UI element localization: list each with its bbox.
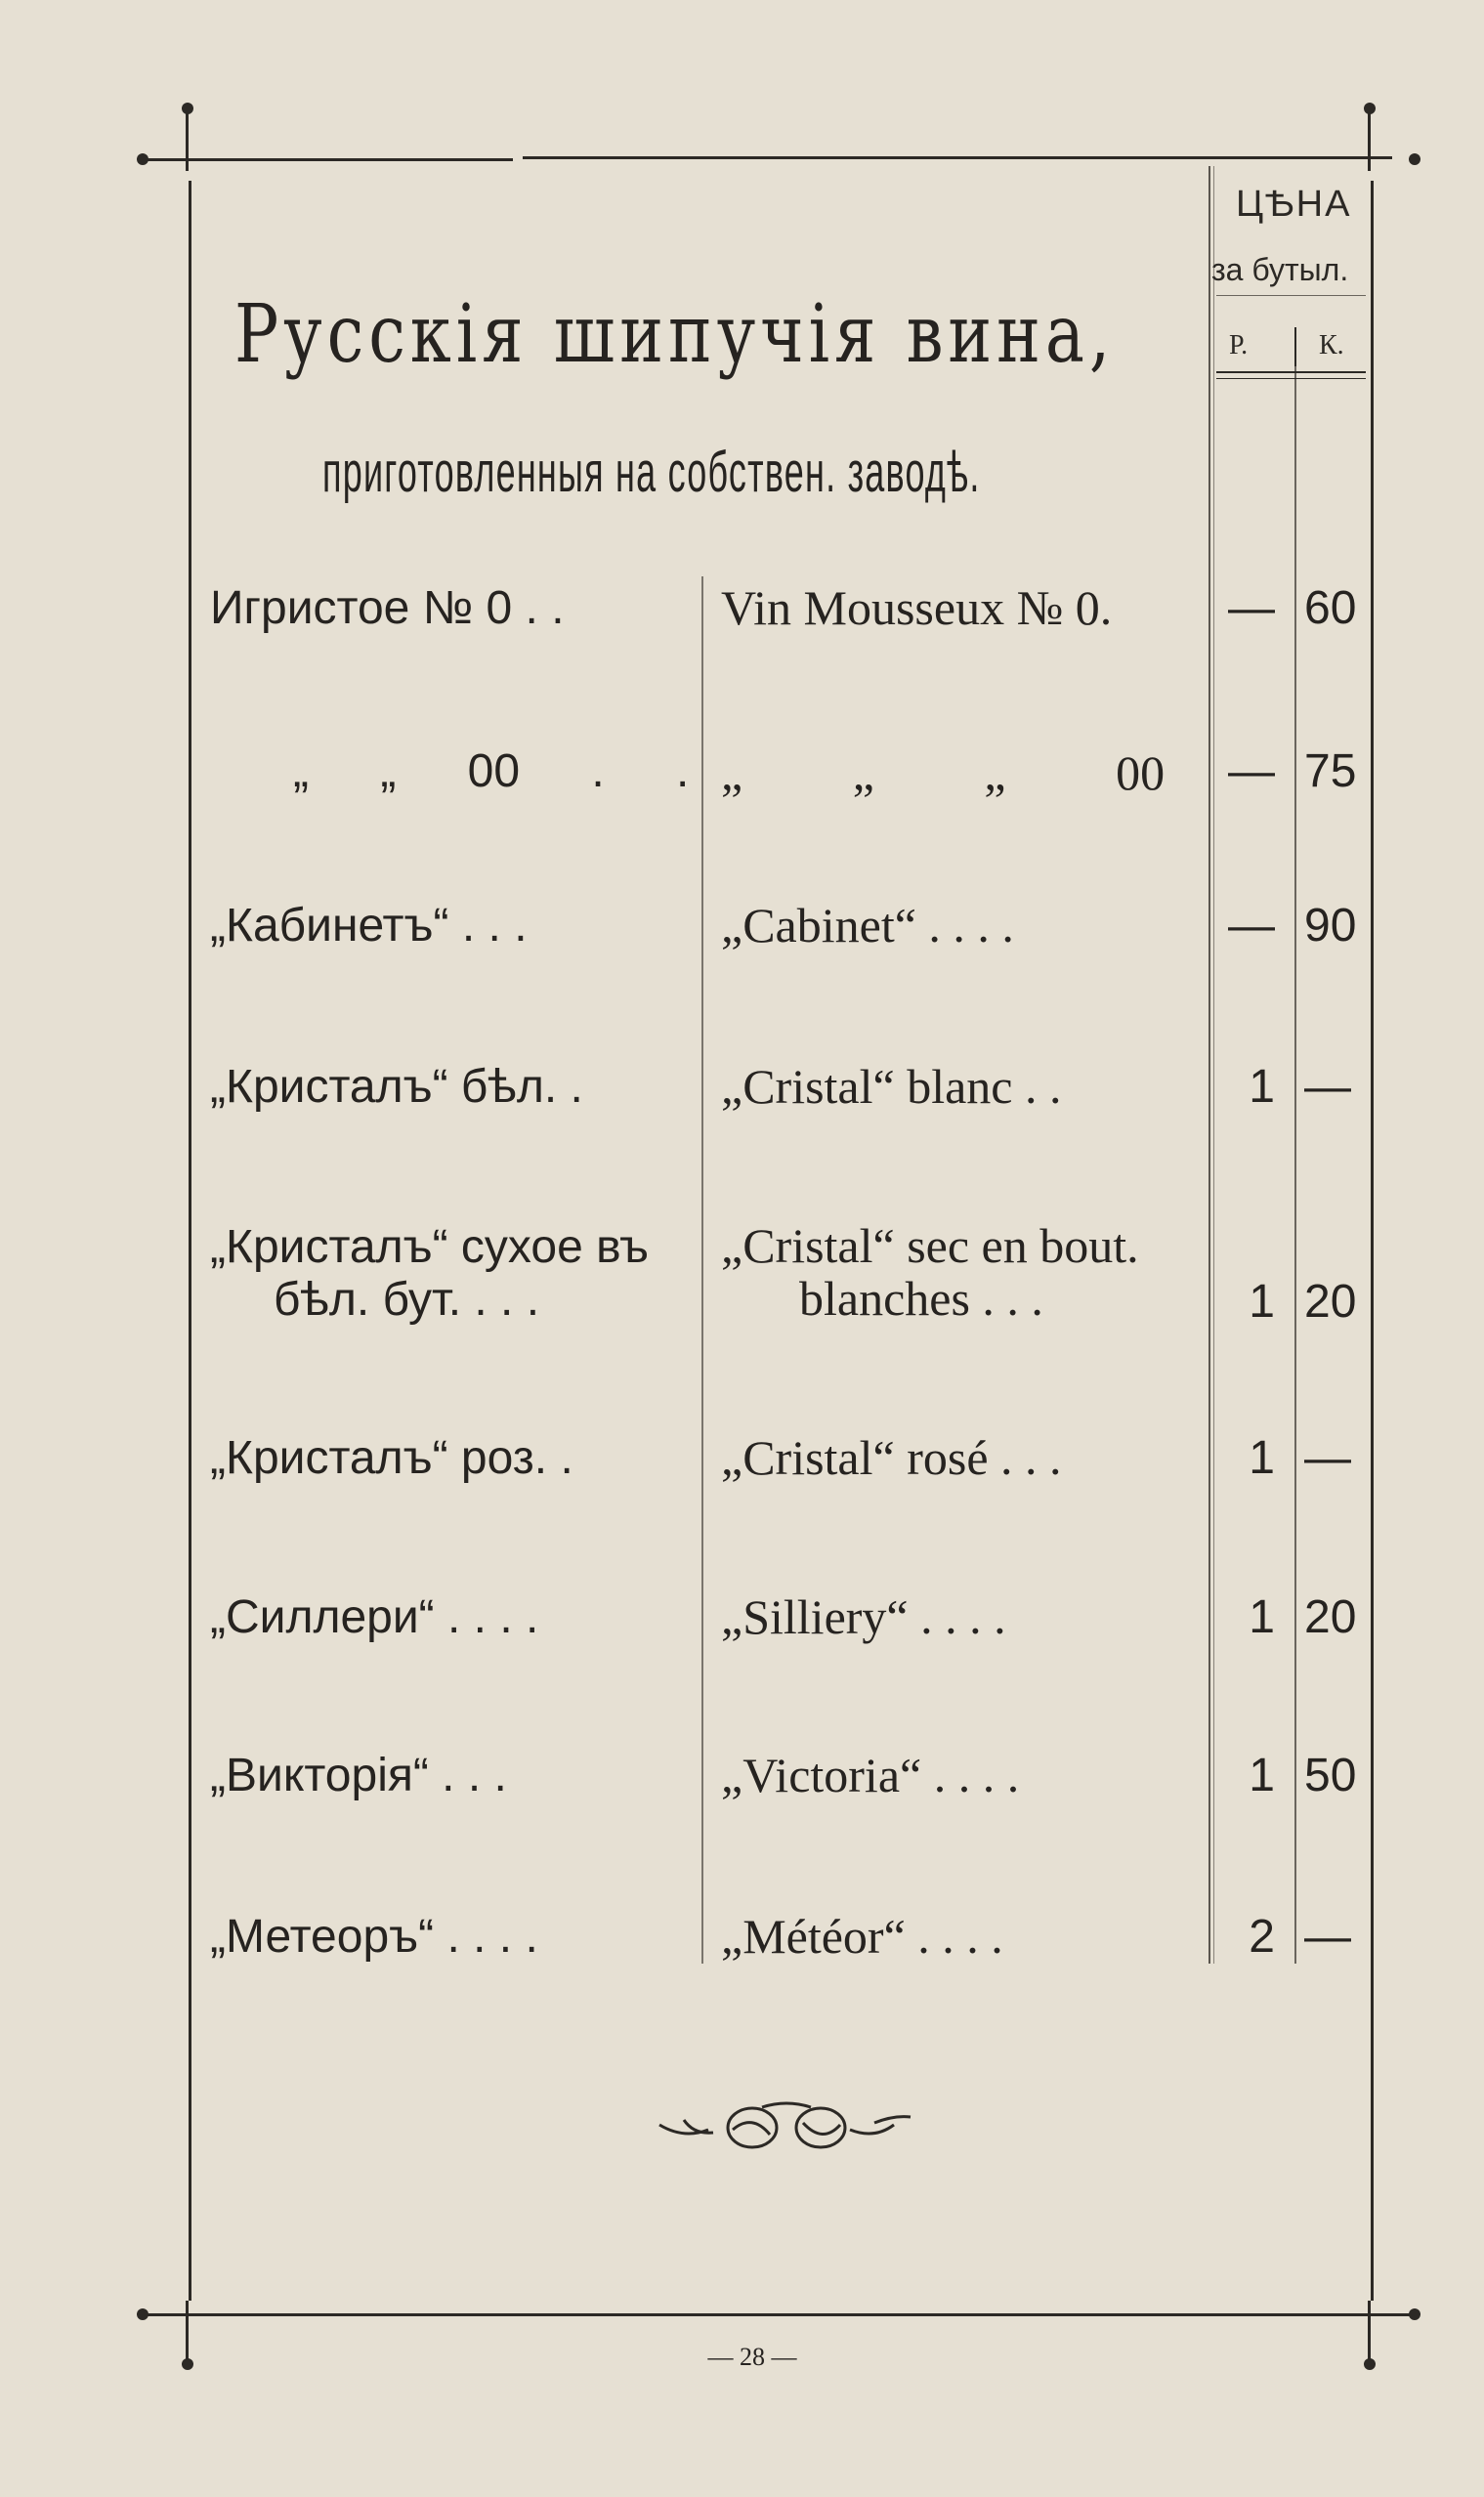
names-column-divider (701, 576, 703, 1964)
price-rub: 1 (1249, 1750, 1275, 1801)
rub-header: Р. (1229, 330, 1249, 360)
header-rub-kop-divider (1294, 327, 1296, 366)
header-underline (1216, 371, 1366, 373)
price-rub: 2 (1249, 1911, 1275, 1963)
frame-bottom-line (142, 2313, 1417, 2316)
corner-br-dot (1364, 2358, 1376, 2370)
flourish-ornament (655, 2086, 918, 2164)
price-kop: 50 (1304, 1750, 1357, 1801)
frame-top-left-line (142, 158, 513, 161)
per-bottle-underline (1216, 295, 1366, 296)
wine-name-ru-line1: „Кристалъ“ сухое въ (210, 1221, 650, 1273)
wine-name-fr-line1: „Cristal“ sec en bout. (721, 1218, 1139, 1273)
price-kop: 75 (1304, 745, 1357, 797)
wine-name-ru (210, 1221, 689, 1327)
price-rub: — (1228, 900, 1275, 952)
corner-br-ornament (1368, 2301, 1371, 2364)
kop-header: К. (1319, 330, 1344, 360)
wine-name-fr-line2: blanches . . . (799, 1271, 1043, 1326)
price-rub: — (1228, 582, 1275, 634)
price-kop: 20 (1304, 1591, 1357, 1643)
wine-name-fr: „Victoria“ . . . . (721, 1748, 1020, 1802)
frame-top-line (523, 156, 1392, 159)
frame-right-line (1371, 181, 1374, 2301)
price-rub: 1 (1249, 1591, 1275, 1643)
wine-name-fr: „Cristal“ rosé . . . (721, 1430, 1062, 1485)
page-title: Русскія шипучія вина, (234, 288, 1116, 381)
header-underline-2 (1216, 378, 1366, 379)
price-column-divider-mid (1294, 332, 1296, 1964)
corner-tr-dot (1364, 103, 1376, 114)
wine-name-fr: „Cabinet“ . . . . (721, 898, 1014, 952)
price-rub: 1 (1249, 1061, 1275, 1113)
price-kop: — (1304, 1432, 1351, 1484)
wine-name-ru: „Силлери“ . . . . (210, 1591, 539, 1643)
per-bottle-header: за бутыл. (1211, 252, 1349, 287)
corner-tr-dot-right (1409, 153, 1420, 165)
wine-name-fr: „Silliery“ . . . . (721, 1589, 1006, 1644)
price-rub: 1 (1249, 1276, 1275, 1328)
wine-name-fr: Vin Mousseux № 0. (721, 580, 1113, 635)
wine-name-fr: „Cristal“ blanc . . (721, 1059, 1062, 1114)
corner-br-dot-right (1409, 2308, 1420, 2320)
corner-bl-ornament (186, 2301, 189, 2364)
corner-tr-ornament (1368, 107, 1371, 171)
wine-name-fr: „Météor“ . . . . (721, 1909, 1003, 1964)
wine-name-ru-line2: бѣл. бут. . . . (274, 1274, 540, 1326)
price-kop: 20 (1304, 1276, 1357, 1328)
corner-tl-ornament (186, 107, 189, 171)
price-kop: 60 (1304, 582, 1357, 634)
wine-name-ru: „Кристалъ“ роз. . (210, 1432, 573, 1484)
price-column-divider-left (1208, 166, 1210, 1964)
wine-name-ru: „ „ 00 . . (293, 745, 690, 797)
frame-left-line (189, 181, 191, 2301)
wine-name-ru: Игристое № 0 . . (210, 582, 565, 634)
price-column-divider-left-2 (1213, 166, 1214, 1964)
price-kop: — (1304, 1061, 1351, 1113)
page-number: — 28 — (707, 2343, 797, 2371)
corner-bl-dot (182, 2358, 193, 2370)
price-kop: 90 (1304, 900, 1357, 952)
wine-name-ru: „Кристалъ“ бѣл. . (210, 1061, 583, 1113)
price-kop: — (1304, 1911, 1351, 1963)
wine-name-fr (721, 1219, 1200, 1325)
page-subtitle: приготовленныя на собствен. заводѣ. (322, 441, 981, 504)
corner-tl-dot-left (137, 153, 148, 165)
price-rub: 1 (1249, 1432, 1275, 1484)
corner-bl-dot-left (137, 2308, 148, 2320)
wine-name-ru: „Метеоръ“ . . . . (210, 1911, 538, 1963)
corner-tl-dot (182, 103, 193, 114)
wine-name-fr: „ „ „ 00 (721, 745, 1166, 800)
wine-name-ru: „Кабинетъ“ . . . (210, 900, 528, 952)
wine-name-ru: „Викторія“ . . . (210, 1750, 507, 1801)
price-rub: — (1228, 745, 1275, 797)
price-header: ЦѢНА (1236, 184, 1352, 225)
